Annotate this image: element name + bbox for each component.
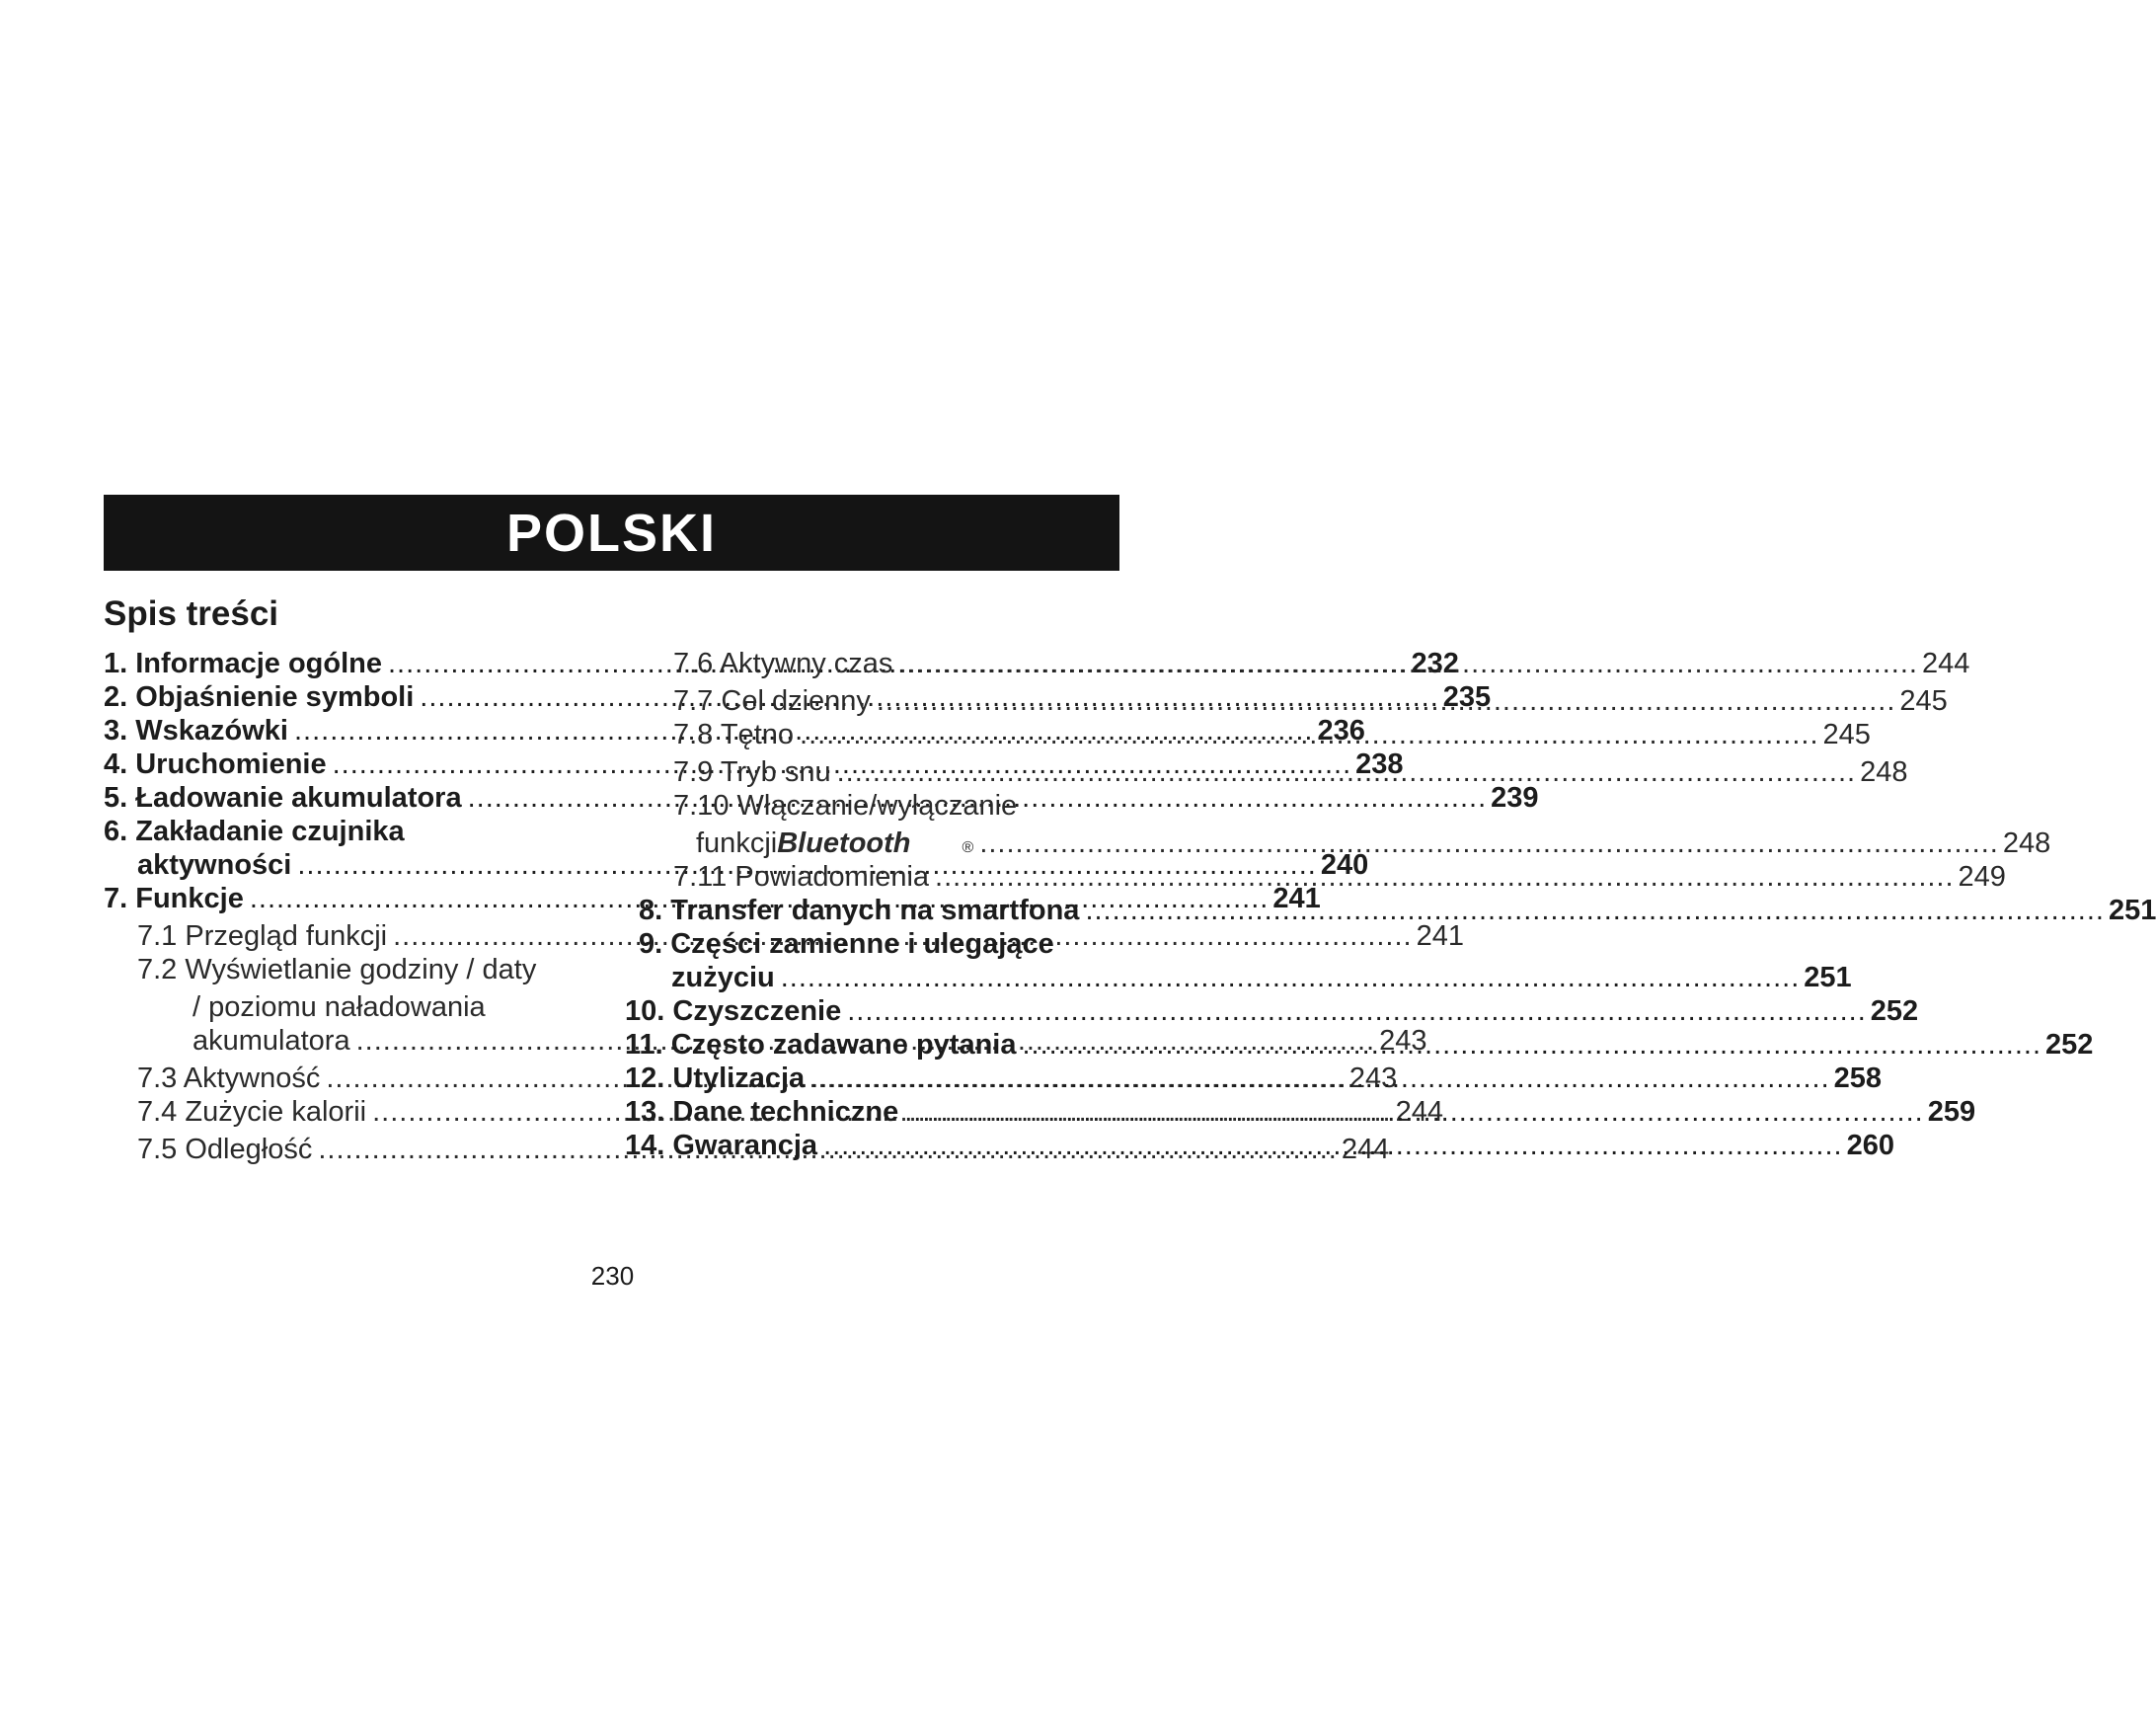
toc-entry-title: 7.7 Cel dzienny: [673, 685, 871, 717]
toc-entry-title: 5. Ładowanie akumulatora: [104, 782, 462, 814]
toc-subentry[interactable]: [673, 647, 1969, 680]
toc-entry-title: 6. Zakładanie czujnika: [104, 816, 405, 847]
toc-entry-page: 259: [1927, 1096, 1976, 1128]
toc-entry-title: 7.9 Tryb snu: [673, 756, 831, 788]
toc-subentry[interactable]: [137, 953, 536, 986]
toc-entry-page: 249: [1958, 861, 2006, 893]
toc-entry[interactable]: [625, 994, 1918, 1028]
toc-entry-page: 252: [2045, 1029, 2094, 1061]
toc-entry-title: akumulatora: [192, 1025, 350, 1057]
toc-subentry[interactable]: [673, 860, 2006, 894]
toc-entry-page: 243: [1348, 1063, 1398, 1094]
toc-entry-title: 9. Części zamienne i ulegające: [639, 928, 1054, 960]
page-number: 230: [590, 1261, 635, 1291]
toc-entry-page: 251: [1804, 962, 1852, 993]
toc-entry-page: 235: [1442, 681, 1492, 713]
toc-entry-title: 13. Dane techniczne: [625, 1096, 899, 1128]
toc-entry-continuation[interactable]: [671, 961, 1852, 994]
toc-entry-page: 245: [1822, 719, 1871, 750]
toc-entry-title: 7. Funkcje: [104, 883, 244, 914]
toc-entry-page: 244: [1921, 648, 1970, 679]
toc-entry-title: 7.4 Zużycie kalorii: [137, 1096, 367, 1128]
toc-entry-title: funkcji: [696, 827, 778, 859]
toc-subentry-continuation[interactable]: [192, 990, 486, 1024]
toc-entry-page: 240: [1320, 849, 1369, 881]
toc-subentry[interactable]: [673, 789, 1017, 823]
toc-entry-title: 7.6 Aktywny czas: [673, 648, 893, 679]
toc-entry-title: 10. Czyszczenie: [625, 995, 842, 1027]
toc-subentry[interactable]: [673, 684, 1948, 718]
toc-entry-title: 2. Objaśnienie symboli: [104, 681, 415, 713]
toc-entry-title: 14. Gwarancja: [625, 1130, 818, 1161]
toc-subentry[interactable]: [673, 718, 1871, 751]
toc-entry[interactable]: [639, 894, 2156, 927]
toc-entry-title: aktywności: [137, 849, 292, 881]
toc-entry-title: 3. Wskazówki: [104, 715, 288, 747]
toc-entry[interactable]: [625, 1095, 1975, 1129]
toc-entry-page: 251: [2108, 895, 2156, 926]
toc-entry-page: 248: [1860, 756, 1908, 788]
toc-entry-page: 245: [1899, 685, 1948, 717]
toc-entry[interactable]: [625, 1062, 1882, 1095]
toc-entry[interactable]: [625, 1028, 2093, 1062]
toc-entry[interactable]: [104, 815, 405, 848]
toc-entry-title: 8. Transfer danych na smartfona: [639, 895, 1080, 926]
toc-entry-title: 7.3 Aktywność: [137, 1063, 321, 1094]
toc-entry-title: / poziomu naładowania: [192, 991, 486, 1023]
toc-entry-page: 241: [1416, 920, 1464, 952]
bluetooth-keyword: Bluetooth: [777, 827, 911, 859]
toc-entry-page: 238: [1355, 748, 1404, 780]
toc-entry-page: 236: [1317, 715, 1365, 747]
toc-entry-title: 7.5 Odległość: [137, 1134, 313, 1165]
toc-entry[interactable]: [639, 927, 1054, 961]
toc-heading: Spis treści: [104, 594, 279, 633]
toc-entry-title: 7.8 Tętno: [673, 719, 795, 750]
toc-entry-page: 244: [1341, 1134, 1390, 1165]
toc-entry-page: 252: [1870, 995, 1919, 1027]
toc-entry-title: 7.10 Włączanie/wyłączanie: [673, 790, 1018, 822]
toc-entry-page: 248: [2002, 827, 2051, 859]
toc-subentry[interactable]: [673, 755, 1908, 789]
toc-entry-page: 243: [1379, 1025, 1427, 1057]
toc-entry-page: 232: [1411, 648, 1459, 679]
toc-entry-page: 241: [1272, 883, 1321, 914]
toc-entry-title: 11. Często zadawane pytania: [625, 1029, 1017, 1061]
toc-entry-title: 4. Uruchomienie: [104, 748, 327, 780]
toc-entry-page: 244: [1395, 1096, 1443, 1128]
toc-subentry-continuation[interactable]: [696, 827, 2050, 860]
registered-mark: ®: [962, 839, 974, 856]
toc-entry-title: 1. Informacje ogólne: [104, 648, 382, 679]
toc-entry-title: zużyciu: [671, 962, 775, 993]
language-banner: [104, 495, 1119, 571]
toc-entry-page: 239: [1491, 782, 1539, 814]
toc-entry-title: 12. Utylizacja: [625, 1063, 806, 1094]
toc-entry-page: 258: [1833, 1063, 1883, 1094]
toc-entry-title: 7.2 Wyświetlanie godziny / daty: [137, 954, 537, 985]
toc-entry-title: 7.11 Powiadomienia: [673, 861, 930, 893]
toc-entry-title: 7.1 Przegląd funkcji: [137, 920, 388, 952]
toc-entry[interactable]: [625, 1129, 1894, 1162]
toc-entry-page: 260: [1846, 1130, 1894, 1161]
language-title: POLSKI: [505, 503, 718, 563]
